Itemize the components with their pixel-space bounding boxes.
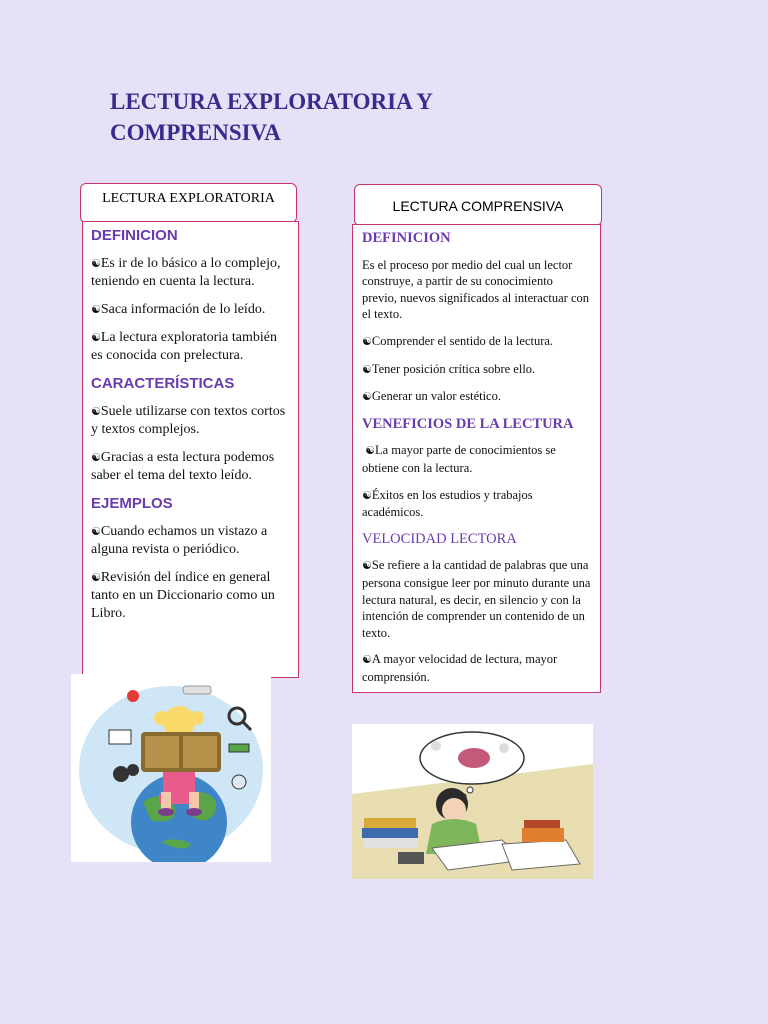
item-text: Comprender el sentido de la lectura. (371, 333, 554, 348)
title-line-1: LECTURA EXPLORATORIA Y (110, 89, 433, 114)
list-item (91, 255, 290, 291)
item-text: La mayor parte de conocimientos se obtiene con la lectura. (362, 443, 556, 475)
yin-yang-bullet-icon: ☯ (91, 571, 101, 584)
list-item (362, 487, 591, 521)
item-text: Gracias a esta lectura podemos saber el tema del texto leído. (91, 450, 275, 483)
list-item (362, 333, 591, 351)
item-text: Es ir de lo básico a lo complejo, teniendo en cuenta la lectura. (91, 256, 281, 289)
list-item (91, 301, 290, 319)
heading-caracteristicas: CARACTERÍSTICAS (91, 375, 235, 392)
tab-lectura-comprensiva (354, 184, 602, 226)
student-thinking-illustration (352, 724, 593, 879)
list-item (362, 388, 591, 406)
item-text: A mayor velocidad de lectura, mayor comprensión. (362, 652, 558, 684)
page-title (110, 86, 630, 148)
yin-yang-bullet-icon: ☯ (362, 488, 372, 502)
panel-lectura-comprensiva (352, 224, 601, 693)
yin-yang-bullet-icon: ☯ (362, 362, 372, 376)
title-line-2: COMPRENSIVA (110, 120, 281, 145)
student-drawing (352, 724, 593, 879)
yin-yang-bullet-icon: ☯ (91, 257, 101, 270)
tab-lectura-exploratoria (80, 183, 297, 223)
yin-yang-bullet-icon: ☯ (91, 525, 101, 538)
definition-paragraph: Es el proceso por medio del cual un lector construye, a partir de su conocimiento previo, nuevos significados al interactuar con el texto. (362, 257, 590, 322)
heading-definicion-left: DEFINICION (91, 227, 178, 244)
item-text: Revisión del índice en general tanto en un Diccionario como un Libro. (91, 570, 275, 621)
item-text: Cuando echamos un vistazo a alguna revista o periódico. (91, 524, 268, 557)
yin-yang-bullet-icon: ☯ (362, 390, 372, 404)
yin-yang-bullet-icon: ☯ (91, 451, 101, 464)
heading-ejemplos: EJEMPLOS (91, 495, 173, 512)
tab-left-label: LECTURA EXPLORATORIA (102, 191, 275, 206)
yin-yang-bullet-icon: ☯ (91, 303, 101, 316)
heading-definicion-right: DEFINICION (362, 230, 451, 246)
list-item (362, 361, 591, 379)
tab-right-label: LECTURA COMPRENSIVA (392, 198, 564, 214)
list-item (362, 557, 591, 641)
item-text: Éxitos en los estudios y trabajos académicos. (362, 487, 533, 520)
heading-velocidad-lectora: VELOCIDAD LECTORA (362, 530, 517, 547)
yin-yang-bullet-icon: ☯ (365, 444, 375, 458)
list-item (91, 403, 290, 439)
list-item (91, 569, 290, 623)
panel-lectura-exploratoria (82, 221, 299, 678)
girl-globe-drawing (71, 674, 271, 862)
item-text: Generar un valor estético. (371, 389, 501, 404)
yin-yang-bullet-icon: ☯ (362, 653, 372, 667)
girl-reading-on-globe-illustration (71, 674, 271, 862)
item-text: Se refiere a la cantidad de palabras que una persona consigue leer por minuto durante una lectura natural, es decir, en silencio y con la intención de comprender un contenido de un texto. (362, 558, 591, 640)
item-text: La lectura exploratoria también es conocida con prelectura. (91, 330, 277, 363)
yin-yang-bullet-icon: ☯ (362, 559, 372, 573)
item-text: Saca información de lo leído. (100, 302, 266, 317)
heading-veneficios: VENEFICIOS DE LA LECTURA (362, 415, 574, 432)
yin-yang-bullet-icon: ☯ (91, 331, 101, 344)
list-item (91, 449, 290, 485)
list-item (362, 442, 591, 476)
item-text: Tener posición crítica sobre ello. (371, 361, 536, 376)
list-item (362, 651, 591, 685)
list-item (91, 523, 290, 559)
yin-yang-bullet-icon: ☯ (362, 334, 372, 348)
item-text: Suele utilizarse con textos cortos y textos complejos. (91, 404, 286, 437)
list-item (91, 329, 290, 365)
yin-yang-bullet-icon: ☯ (91, 405, 101, 418)
